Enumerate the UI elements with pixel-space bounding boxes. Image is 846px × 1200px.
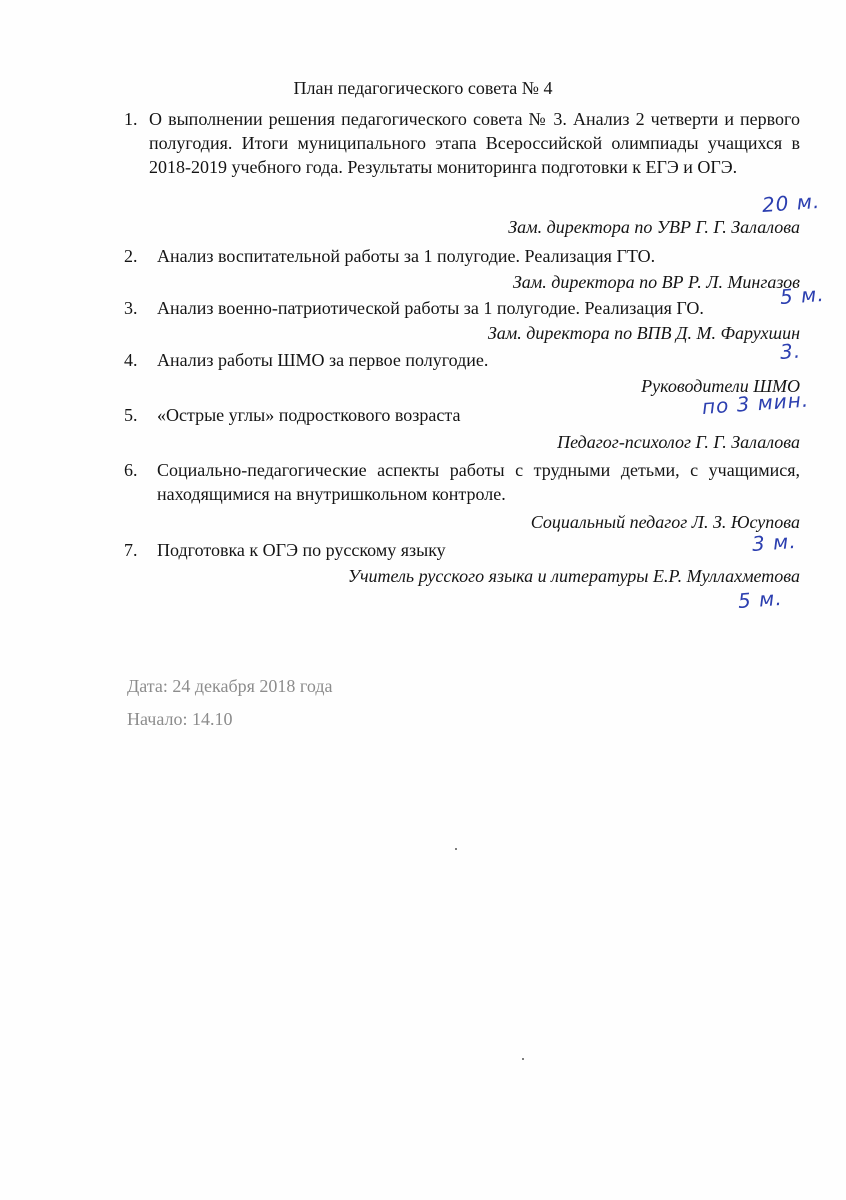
meeting-date: Дата: 24 декабря 2018 года xyxy=(127,676,333,696)
item-6-speaker: Социальный педагог Л. З. Юсупова xyxy=(530,512,800,532)
item-2-time-note: 5 м. xyxy=(779,281,826,309)
item-7-speaker: Учитель русского языка и литературы Е.Р. Муллахметова xyxy=(347,566,800,586)
meeting-start-time: Начало: 14.10 xyxy=(127,709,233,729)
item-text: Подготовка к ОГЭ по русскому языку xyxy=(157,540,446,560)
agenda-item-4 xyxy=(124,348,800,372)
agenda-item-6 xyxy=(124,458,800,506)
item-number: 1. xyxy=(124,109,138,129)
item-text: Социально-педагогические аспекты работы с трудными детьми, с учащимися, находящимися на внутришкольном контроле. xyxy=(157,460,800,504)
item-1-speaker: Зам. директора по УВР Г. Г. Залалова xyxy=(508,217,800,237)
item-3-time-note: 3. xyxy=(779,338,802,364)
item-text: «Острые углы» подросткового возраста xyxy=(157,405,461,425)
item-6-time-note: 3 м. xyxy=(751,528,798,556)
item-number: 5. xyxy=(124,405,138,425)
item-2-speaker: Зам. директора по ВР Р. Л. Мингазов xyxy=(512,272,800,292)
item-1-time-note: 20 м. xyxy=(761,188,821,217)
item-text: Анализ работы ШМО за первое полугодие. xyxy=(157,350,489,370)
item-number: 6. xyxy=(124,460,138,480)
agenda-item-7 xyxy=(124,538,800,562)
item-text: Анализ воспитательной работы за 1 полугодие. Реализация ГТО. xyxy=(157,246,656,266)
item-5-speaker: Педагог-психолог Г. Г. Залалова xyxy=(557,432,800,452)
item-4-time-note: по 3 мин. xyxy=(701,387,810,419)
agenda-item-3 xyxy=(124,296,800,320)
item-number: 4. xyxy=(124,350,138,370)
agenda-item-2 xyxy=(124,244,800,268)
item-4-speaker: Руководители ШМО xyxy=(641,376,800,396)
item-text: О выполнении решения педагогического совета № 3. Анализ 2 четверти и первого полугодия. Итоги муниципального этапа Всероссийской олимпиады учащихся в 2018-2019 учебного года. Результаты мониторинга подготовки к ЕГЭ и ОГЭ. xyxy=(149,109,800,177)
item-3-speaker: Зам. директора по ВПВ Д. М. Фарухшин xyxy=(487,323,800,343)
agenda-item-1 xyxy=(124,107,800,179)
item-7-time-note: 5 м. xyxy=(737,585,784,613)
item-number: 7. xyxy=(124,540,138,560)
item-number: 3. xyxy=(124,298,138,318)
item-number: 2. xyxy=(124,246,138,266)
document-title: План педагогического совета № 4 xyxy=(293,78,553,98)
scan-speck xyxy=(455,848,457,850)
agenda-item-5 xyxy=(124,403,800,427)
item-text: Анализ военно-патриотической работы за 1 полугодие. Реализация ГО. xyxy=(157,298,704,318)
scan-speck xyxy=(522,1058,524,1060)
